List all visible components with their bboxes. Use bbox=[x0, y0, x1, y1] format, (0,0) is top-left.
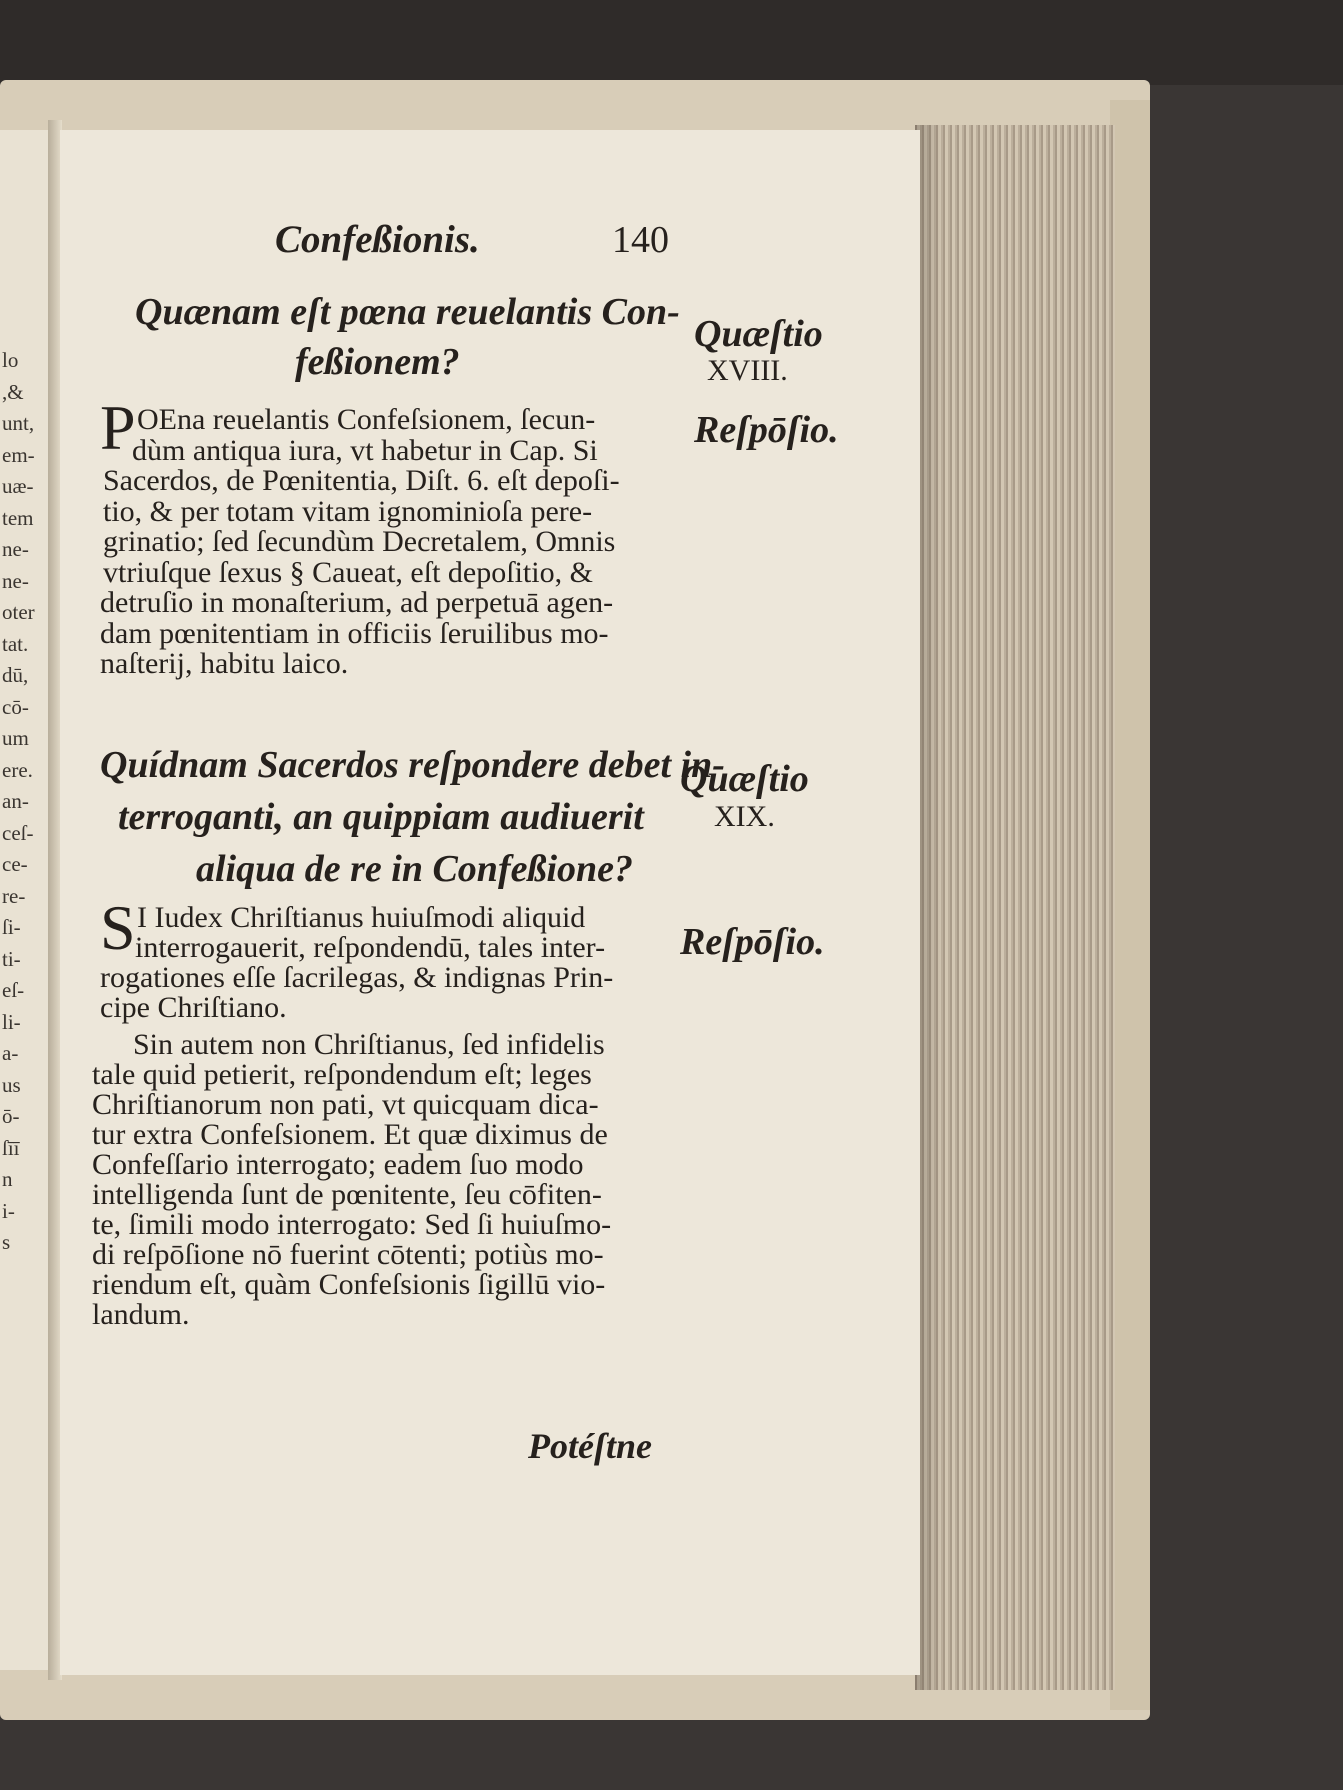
text-line: te, ſimili modo interrogato: Sed ſi huiuſmo- bbox=[92, 1208, 612, 1241]
left-page-fragment: ceſ- bbox=[2, 820, 34, 845]
left-page-fragment: ere. bbox=[2, 757, 33, 782]
text-line: vtriuſque ſexus § Caueat, eſt depoſitio, & bbox=[103, 555, 593, 589]
left-page-fragment: ,& bbox=[2, 379, 24, 404]
catchword: Potéſtne bbox=[528, 1426, 652, 1466]
left-page-fragment: cō- bbox=[2, 694, 29, 719]
text-line: Confeſſario interrogato; eadem ſuo modo bbox=[92, 1148, 584, 1181]
left-page-fragment: em- bbox=[2, 442, 35, 467]
dropcap-response-19: S bbox=[100, 892, 136, 963]
left-page-fragment: s bbox=[2, 1230, 11, 1254]
left-page-fragment: tem bbox=[2, 505, 34, 530]
left-page-fragment: ſīī bbox=[2, 1135, 20, 1160]
margin-number-question-19: XIX. bbox=[714, 800, 775, 833]
margin-number-question-18: XVIII. bbox=[707, 354, 788, 387]
page-number: 140 bbox=[612, 219, 669, 261]
backdrop bbox=[0, 0, 1343, 85]
left-page-text-fragments bbox=[2, 345, 50, 1259]
left-page-fragment: ne- bbox=[2, 568, 29, 593]
text-line: landum. bbox=[92, 1298, 190, 1331]
text-line: tale quid petierit, reſpondendum eſt; leges bbox=[92, 1058, 592, 1091]
text-line: interrogauerit, reſpondendū, tales inter- bbox=[135, 931, 606, 964]
left-page-fragment: unt, bbox=[2, 411, 35, 435]
left-page-fragment: um bbox=[2, 726, 29, 750]
left-page-fragment: uæ- bbox=[2, 474, 34, 498]
question-18-line-2: feßionem? bbox=[295, 341, 460, 383]
text-line: Sacerdos, de Pœnitentia, Diſt. 6. eſt depoſi- bbox=[103, 464, 620, 497]
text-line: I Iudex Chriſtianus huiuſmodi aliquid bbox=[137, 901, 586, 934]
text-line: tur extra Confeſsionem. Et quæ diximus de bbox=[92, 1118, 608, 1151]
text-line: tio, & per totam vitam ignominioſa pere- bbox=[103, 494, 593, 528]
margin-label-response-18: Reſpōſio. bbox=[694, 409, 839, 451]
text-line: grinatio; ſed ſecundùm Decretalem, Omnis bbox=[103, 525, 616, 558]
left-page-fragment: n bbox=[2, 1167, 13, 1191]
left-page-fragment: ō- bbox=[2, 1104, 20, 1128]
question-19-line-2: terroganti, an quippiam audiuerit bbox=[118, 796, 644, 838]
book-cover-edge bbox=[1110, 100, 1150, 1710]
left-page-fragment: ce- bbox=[2, 852, 28, 876]
text-line: Sin autem non Chriſtianus, ſed infidelis bbox=[133, 1028, 605, 1061]
text-line: intelligenda ſunt de pœnitente, ſeu cōfiten- bbox=[92, 1178, 602, 1211]
text-line: dùm antiqua iura, vt habetur in Cap. Si bbox=[132, 433, 598, 467]
page-edges bbox=[915, 125, 1115, 1690]
left-page-fragment: ne- bbox=[2, 537, 29, 561]
question-18-line-1: Quænam eſt pœna reuelantis Con- bbox=[135, 291, 680, 333]
left-page-fragment: tat. bbox=[2, 631, 29, 656]
text-line: rogationes eſſe ſacrilegas, & indignas Prin- bbox=[100, 961, 614, 994]
question-19-line-1: Quídnam Sacerdos reſpondere debet in- bbox=[100, 744, 725, 786]
text-line: dam pœnitentiam in officiis ſeruilibus mo- bbox=[100, 616, 609, 650]
text-line: detruſio in monaſterium, ad perpetuā agen- bbox=[100, 586, 614, 619]
left-page-fragment: ſi- bbox=[2, 915, 21, 939]
margin-label-response-19: Reſpōſio. bbox=[680, 921, 825, 963]
left-page-fragment: ti- bbox=[2, 946, 21, 971]
left-page-fragment: re- bbox=[2, 883, 26, 908]
left-page-fragment: us bbox=[2, 1072, 21, 1097]
left-page-fragment: a- bbox=[2, 1041, 19, 1065]
left-page-fragment: i- bbox=[2, 1198, 15, 1223]
left-page-fragment: oter bbox=[2, 600, 35, 624]
text-line: riendum eſt, quàm Confeſsionis ſigillū vio- bbox=[92, 1268, 606, 1301]
margin-label-question-18: Quæſtio bbox=[694, 313, 823, 355]
text-line: Chriſtianorum non pati, vt quicquam dica- bbox=[92, 1088, 599, 1121]
question-19-line-3: aliqua de re in Confeßione? bbox=[196, 848, 634, 890]
text-line: di reſpōſione nō fuerint cōtenti; potiùs mo- bbox=[92, 1238, 604, 1271]
running-header-title: Confeßionis. bbox=[275, 218, 480, 261]
left-page-fragment: eſ- bbox=[2, 978, 25, 1002]
margin-label-question-19: Quæſtio bbox=[680, 758, 809, 800]
left-page-fragment: an- bbox=[2, 789, 29, 813]
dropcap-response-18: P bbox=[100, 392, 136, 463]
text-line: OEna reuelantis Confeſsionem, ſecun- bbox=[137, 403, 596, 436]
left-page-fragment: dū, bbox=[2, 663, 29, 687]
text-line: naſterij, habitu laico. bbox=[100, 647, 349, 680]
left-page-fragment: li- bbox=[2, 1009, 21, 1034]
left-page bbox=[0, 130, 55, 1670]
text-line: cipe Chriſtiano. bbox=[100, 991, 287, 1024]
left-page-fragment: lo bbox=[2, 348, 19, 372]
